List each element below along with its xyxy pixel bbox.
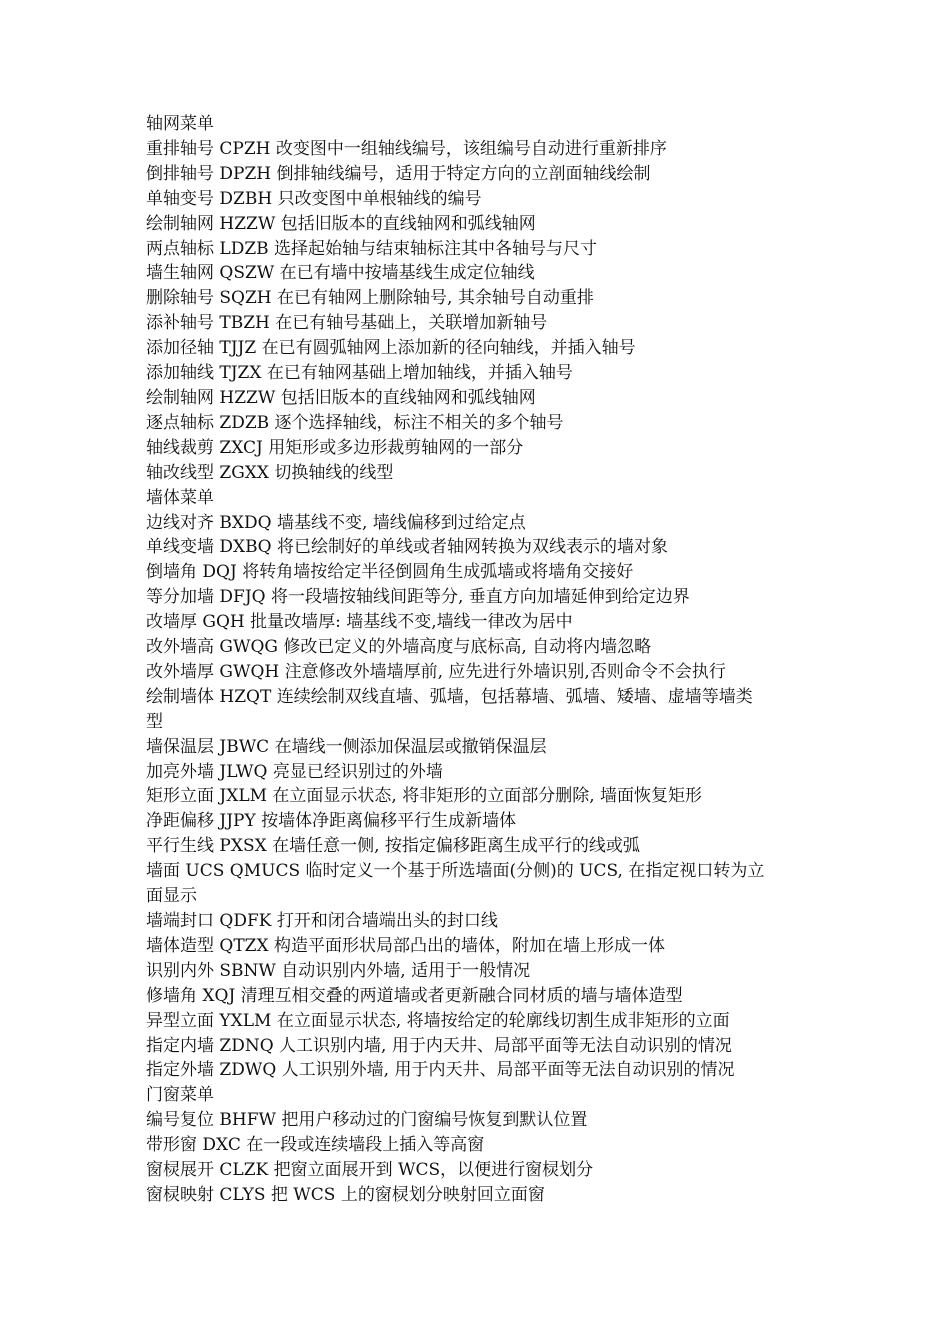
command-entry: 绘制轴网 HZZW 包括旧版本的直线轴网和弧线轴网	[146, 213, 536, 234]
command-entry: 修墙角 XQJ 清理互相交叠的两道墙或者更新融合同材质的墙与墙体造型	[146, 985, 683, 1006]
section-heading: 门窗菜单	[146, 1085, 214, 1106]
command-entry: 墙保温层 JBWC 在墙线一侧添加保温层或撤销保温层	[146, 736, 547, 757]
command-entry: 绘制轴网 HZZW 包括旧版本的直线轴网和弧线轴网	[146, 387, 536, 408]
command-entry: 单线变墙 DXBQ 将已绘制好的单线或者轴网转换为双线表示的墙对象	[146, 537, 668, 558]
command-entry: 编号复位 BHFW 把用户移动过的门窗编号恢复到默认位置	[146, 1110, 588, 1131]
command-entry: 绘制墙体 HZQT 连续绘制双线直墙、弧墙，包括幕墙、弧墙、矮墙、虚墙等墙类	[146, 686, 753, 707]
command-entry: 添加轴线 TJZX 在已有轴网基础上增加轴线，并插入轴号	[146, 363, 573, 384]
command-entry: 加亮外墙 JLWQ 亮显已经识别过的外墙	[146, 761, 443, 782]
section-heading: 墙体菜单	[146, 487, 214, 508]
command-entry: 墙体造型 QTZX 构造平面形状局部凸出的墙体，附加在墙上形成一体	[146, 935, 665, 956]
command-entry: 改外墙高 GWQG 修改已定义的外墙高度与底标高, 自动将内墙忽略	[146, 637, 652, 658]
command-entry: 指定外墙 ZDWQ 人工识别外墙, 用于内天井、局部平面等无法自动识别的情况	[146, 1060, 735, 1081]
command-entry: 异型立面 YXLM 在立面显示状态, 将墙按给定的轮廓线切割生成非矩形的立面	[146, 1010, 730, 1031]
command-entry: 单轴变号 DZBH 只改变图中单根轴线的编号	[146, 188, 482, 209]
section-heading: 轴网菜单	[146, 114, 214, 134]
command-entry: 指定内墙 ZDNQ 人工识别内墙, 用于内天井、局部平面等无法自动识别的情况	[146, 1035, 732, 1056]
command-entry: 面显示	[146, 886, 197, 907]
command-entry: 添加径轴 TJJZ 在已有圆弧轴网上添加新的径向轴线，并插入轴号	[146, 338, 636, 359]
command-entry: 带形窗 DXC 在一段或连续墙段上插入等高窗	[146, 1135, 485, 1156]
command-entry: 边线对齐 BXDQ 墙基线不变, 墙线偏移到过给定点	[146, 512, 526, 533]
command-entry: 墙生轴网 QSZW 在已有墙中按墙基线生成定位轴线	[146, 263, 535, 284]
command-entry: 型	[146, 711, 163, 732]
command-entry: 改外墙厚 GWQH 注意修改外墙墙厚前, 应先进行外墙识别,否则命令不会执行	[146, 661, 726, 682]
command-entry: 墙端封口 QDFK 打开和闭合墙端出头的封口线	[146, 911, 498, 931]
command-entry: 删除轴号 SQZH 在已有轴网上删除轴号, 其余轴号自动重排	[146, 288, 594, 309]
command-entry: 改墙厚 GQH 批量改墙厚: 墙基线不变,墙线一律改为居中	[146, 612, 573, 633]
command-entry: 轴线裁剪 ZXCJ 用矩形或多边形裁剪轴网的一部分	[146, 437, 524, 458]
command-entry: 倒墙角 DQJ 将转角墙按给定半径倒圆角生成弧墙或将墙角交接好	[146, 562, 634, 583]
command-entry: 两点轴标 LDZB 选择起始轴与结束轴标注其中各轴号与尺寸	[146, 238, 598, 259]
command-entry: 等分加墙 DFJQ 将一段墙按轴线间距等分, 垂直方向加墙延伸到给定边界	[146, 587, 690, 608]
document-body	[146, 112, 806, 1208]
command-entry: 轴改线型 ZGXX 切换轴线的线型	[146, 462, 394, 483]
command-entry: 矩形立面 JXLM 在立面显示状态, 将非矩形的立面部分删除, 墙面恢复矩形	[146, 786, 703, 807]
command-entry: 添补轴号 TBZH 在已有轴号基础上，关联增加新轴号	[146, 313, 548, 334]
command-entry: 窗棂展开 CLZK 把窗立面展开到 WCS，以便进行窗棂划分	[146, 1160, 594, 1181]
command-entry: 识别内外 SBNW 自动识别内外墙, 适用于一般情况	[146, 960, 531, 981]
command-entry: 重排轴号 CPZH 改变图中一组轴线编号，该组编号自动进行重新排序	[146, 138, 667, 159]
command-entry: 窗棂映射 CLYS 把 WCS 上的窗棂划分映射回立面窗	[146, 1184, 545, 1205]
command-entry: 逐点轴标 ZDZB 逐个选择轴线，标注不相关的多个轴号	[146, 412, 564, 433]
command-entry: 墙面 UCS QMUCS 临时定义一个基于所选墙面(分侧)的 UCS, 在指定视口转为立	[146, 861, 765, 882]
command-entry: 平行生线 PXSX 在墙任意一侧, 按指定偏移距离生成平行的线或弧	[146, 836, 640, 857]
command-entry: 净距偏移 JJPY 按墙体净距离偏移平行生成新墙体	[146, 811, 517, 832]
command-entry: 倒排轴号 DPZH 倒排轴线编号，适用于特定方向的立剖面轴线绘制	[146, 163, 651, 184]
